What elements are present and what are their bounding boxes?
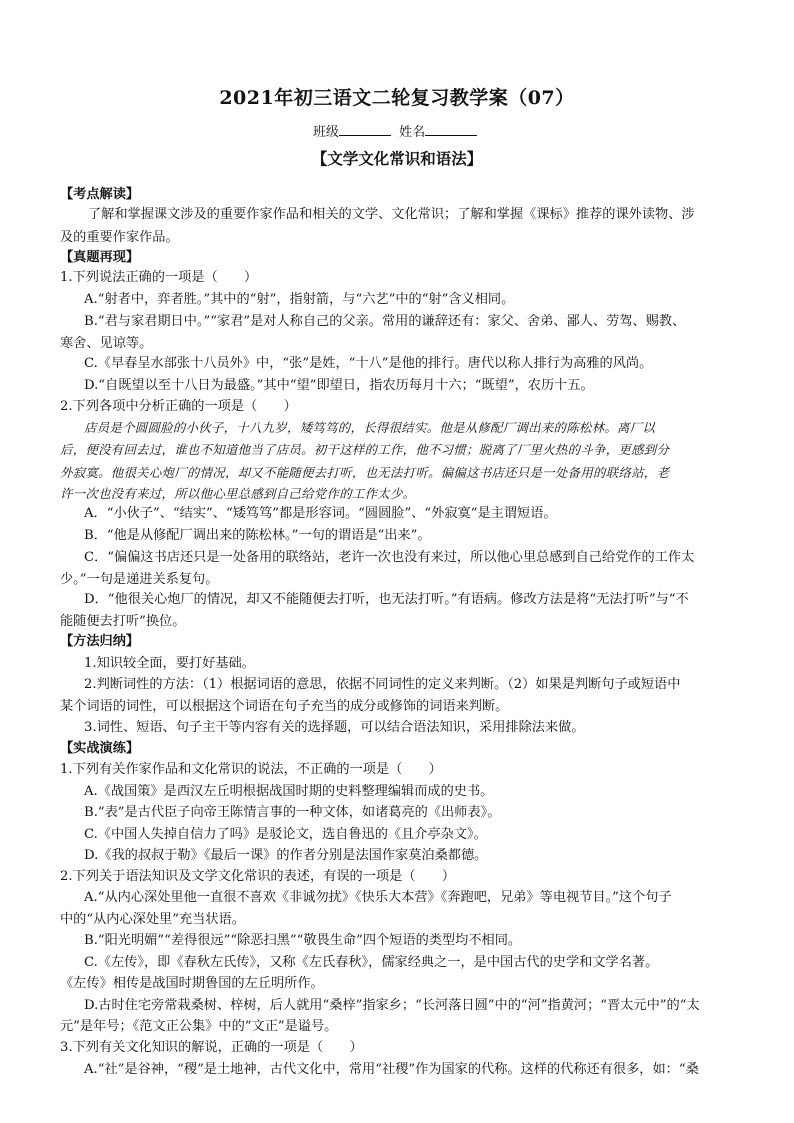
- method-3: 3.词性、短语、句子主干等内容有关的选择题，可以结合语法知识，采用排除法来做。: [84, 720, 585, 735]
- section-heading-shizhan: 【实战演练】: [60, 741, 140, 756]
- section-heading-kaodian: 【考点解读】: [60, 187, 140, 202]
- method-2: 2.判断词性的方法：（1）根据词语的意思，依据不同词性的定义来判断。（2）如果是判断句子或短语中: [84, 677, 681, 692]
- passage-line: 许一次也没有来过，所以他心里总感到自己给党作的工作太少。: [60, 486, 416, 501]
- question-1: 1.下列有关作家作品和文化常识的说法，不正确的一项是（ ）: [60, 762, 442, 777]
- method-2-cont: 某个词语的词性，可以根据这个词语在句子充当的成分或修饰的词语来判断。: [60, 699, 509, 714]
- class-label: 班级: [312, 125, 339, 140]
- option-b-cont: 寒舍、见谅等。: [60, 336, 153, 351]
- section-subtitle: 【文学文化常识和语法】: [311, 149, 483, 168]
- option-c-cont: 《左传》相传是战国时期鲁国的左丘明所作。: [60, 976, 324, 991]
- method-1: 1.知识较全面，要打好基础。: [84, 656, 255, 671]
- class-blank: [339, 123, 391, 136]
- question-3: 3.下列有关文化知识的解说，正确的一项是（ ）: [60, 1040, 363, 1055]
- section-heading-zhenti: 【真题再现】: [60, 250, 140, 265]
- section-heading-fangfa: 【方法归纳】: [60, 634, 140, 649]
- option-a: A.“从内心深处里他一直很不喜欢《非诚勿扰》《快乐大本营》《奔跑吧，兄弟》等电视节目。”这个句子: [84, 890, 672, 905]
- name-blank: [425, 123, 477, 136]
- option-d: D.“自既望以至十八日为最盛。”其中“望”即望日，指农历每月十六；“既望”，农历十五。: [84, 378, 594, 393]
- question-1: 1.下列说法正确的一项是（ ）: [60, 270, 258, 285]
- page-title: 2021年初三语文二轮复习教学案（07）: [219, 87, 575, 109]
- question-2: 2.下列关于语法知识及文学文化常识的表述，有误的一项是（ ）: [60, 869, 456, 884]
- option-d: D.古时住宅旁常栽桑树、梓树，后人就用“桑梓”指家乡；“长河落日圆”中的“河”指黄河；“晋太元中”的“太: [84, 998, 700, 1013]
- option-c: C.《早春呈水部张十八员外》中，“张”是姓，“十八”是他的排行。唐代以称人排行为高雅的风尚。: [84, 356, 653, 371]
- option-b: B.“表”是古代臣子向帝王陈情言事的一种文体，如诸葛亮的《出师表》。: [84, 805, 501, 820]
- option-c: C.《中国人失掉自信力了吗》是驳论文，选自鲁迅的《且介亭杂文》。: [84, 827, 487, 842]
- option-d: D．“他很关心炮厂的情况，却又不能随便去打听，也无法打听。”有语病。修改方法是将“无法打听”与“不: [84, 592, 689, 607]
- passage-line: 店员是个圆圆脸的小伙子，十八九岁，矮笃笃的，长得很结实。他是从修配厂调出来的陈松林。离厂以: [84, 420, 656, 435]
- option-b: B.“君与家君期日中。”“家君”是对人称自己的父亲。常用的谦辞还有：家父、舍弟、鄙人、劳驾、赐教、: [84, 314, 686, 329]
- option-a: A.“社”是谷神，“稷”是土地神，古代文化中，常用“社稷”作为国家的代称。这样的代称还有很多，如：“桑: [84, 1062, 699, 1077]
- option-a: A．“小伙子”、“结实”、“矮笃笃”都是形容词。“圆圆脸”、“外寂寞”是主谓短语。: [84, 506, 557, 521]
- option-b: B．“他是从修配厂调出来的陈松林。”一句的谓语是“出来”。: [84, 528, 431, 543]
- question-2: 2.下列各项中分析正确的一项是（ ）: [60, 399, 297, 414]
- class-name-line: [0, 121, 794, 140]
- text-line: 了解和掌握课文涉及的重要作家作品和相关的文学、文化常识；了解和掌握《课标》推荐的课外读物、涉: [88, 207, 695, 222]
- option-a: A.《战国策》是西汉左丘明根据战国时期的史料整理编辑而成的史书。: [84, 784, 494, 799]
- option-b: B.“阳光明媚”“差得很远”“除恶扫黑”“敬畏生命”四个短语的类型均不相同。: [84, 933, 522, 948]
- option-a: A.“射者中，弈者胜。”其中的“射”，指射箭，与“六艺”中的“射”含义相同。: [84, 292, 515, 307]
- name-label: 姓名: [399, 125, 426, 140]
- passage-line: 后，便没有回去过，谁也不知道他当了店员。初干这样的工作，他不习惯；脱离了厂里火热的斗争，更感到分: [60, 442, 670, 457]
- option-d-cont: 元”是年号；《范文正公集》中的“文正”是谥号。: [60, 1019, 338, 1034]
- text-line: 及的重要作家作品。: [60, 230, 179, 245]
- option-d: D.《我的叔叔于勒》《最后一课》的作者分别是法国作家莫泊桑都德。: [84, 848, 488, 863]
- option-c: C.《左传》，即《春秋左氏传》，又称《左氏春秋》，儒家经典之一，是中国古代的史学和文学名著。: [84, 955, 659, 970]
- option-c-cont: 少。”一句是递进关系复句。: [60, 572, 219, 587]
- passage-line: 外寂寞。他很关心炮厂的情况，却又不能随便去打听，也无法打听。偏偏这书店还只是一处备用的联络站，老: [60, 465, 670, 480]
- option-c: C．“偏偏这书店还只是一处备用的联络站，老许一次也没有来过，所以他心里总感到自己给党作的工作太: [84, 550, 695, 565]
- option-d-cont: 能随便去打听”换位。: [60, 614, 186, 629]
- option-a-cont: 中的“从内心深处里”充当状语。: [60, 912, 245, 927]
